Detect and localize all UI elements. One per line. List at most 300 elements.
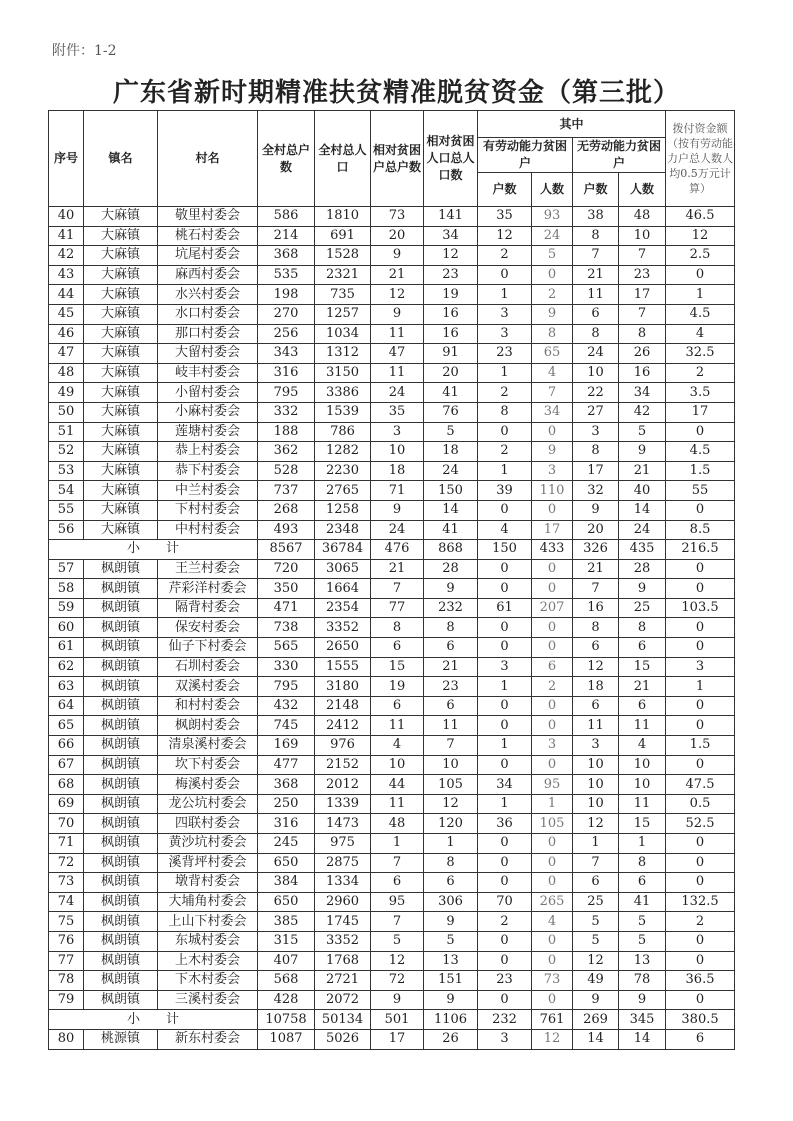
cell-town: 大麻镇 (84, 265, 158, 285)
cell-funds: 0 (666, 696, 735, 716)
cell-np: 9 (619, 442, 666, 462)
cell-np: 24 (619, 520, 666, 540)
cell-seq: 78 (49, 971, 84, 991)
cell-town: 枫朗镇 (84, 814, 158, 834)
table-row (49, 794, 735, 814)
cell-funds: 380.5 (666, 1010, 735, 1030)
cell-nhh: 9 (573, 500, 619, 520)
cell-np: 11 (619, 794, 666, 814)
cell-lp: 17 (532, 520, 573, 540)
cell-lp: 6 (532, 657, 573, 677)
cell-lp: 24 (532, 226, 573, 246)
cell-lp: 34 (532, 402, 573, 422)
cell-lhh: 1 (478, 736, 532, 756)
cell-town: 大麻镇 (84, 383, 158, 403)
cell-pop: 1745 (315, 912, 371, 932)
table-row (49, 265, 735, 285)
cell-seq: 44 (49, 285, 84, 305)
cell-seq: 57 (49, 559, 84, 579)
cell-lp: 0 (532, 638, 573, 658)
cell-nhh: 12 (573, 951, 619, 971)
cell-funds: 3 (666, 657, 735, 677)
cell-hh: 10758 (258, 1010, 315, 1030)
cell-funds: 52.5 (666, 814, 735, 834)
cell-hh: 528 (258, 461, 315, 481)
cell-np: 17 (619, 285, 666, 305)
cell-pop: 2148 (315, 696, 371, 716)
cell-village: 梅溪村委会 (158, 775, 258, 795)
cell-phh: 95 (371, 892, 424, 912)
table-row (49, 775, 735, 795)
table-row (49, 500, 735, 520)
cell-seq: 48 (49, 363, 84, 383)
cell-lhh: 0 (478, 559, 532, 579)
cell-lp: 2 (532, 285, 573, 305)
cell-np: 14 (619, 1029, 666, 1049)
cell-phh: 10 (371, 755, 424, 775)
cell-funds: 0 (666, 755, 735, 775)
cell-funds: 103.5 (666, 598, 735, 618)
cell-pop: 2354 (315, 598, 371, 618)
cell-phh: 4 (371, 736, 424, 756)
cell-hh: 343 (258, 344, 315, 364)
header-funds: 拨付资金额（按有劳动能力户总人数人均0.5万元计算） (666, 111, 735, 207)
cell-pop: 1768 (315, 951, 371, 971)
table-row (49, 618, 735, 638)
cell-funds: 1.5 (666, 461, 735, 481)
cell-funds: 0.5 (666, 794, 735, 814)
cell-lp: 73 (532, 971, 573, 991)
cell-ppop: 23 (424, 265, 478, 285)
cell-lp: 5 (532, 246, 573, 266)
cell-np: 48 (619, 207, 666, 227)
cell-lhh: 0 (478, 618, 532, 638)
cell-lhh: 1 (478, 363, 532, 383)
cell-phh: 24 (371, 520, 424, 540)
cell-np: 11 (619, 716, 666, 736)
cell-lp: 0 (532, 873, 573, 893)
cell-lp: 761 (532, 1010, 573, 1030)
cell-seq: 73 (49, 873, 84, 893)
cell-phh: 15 (371, 657, 424, 677)
cell-phh: 10 (371, 442, 424, 462)
cell-seq: 42 (49, 246, 84, 266)
cell-nhh: 5 (573, 931, 619, 951)
cell-town: 大麻镇 (84, 500, 158, 520)
cell-village: 溪背坪村委会 (158, 853, 258, 873)
cell-funds: 1.5 (666, 736, 735, 756)
cell-pop: 1258 (315, 500, 371, 520)
cell-phh: 21 (371, 265, 424, 285)
cell-nhh: 12 (573, 814, 619, 834)
cell-village: 上木村委会 (158, 951, 258, 971)
cell-ppop: 91 (424, 344, 478, 364)
cell-ppop: 18 (424, 442, 478, 462)
cell-funds: 17 (666, 402, 735, 422)
cell-phh: 73 (371, 207, 424, 227)
cell-nhh: 25 (573, 892, 619, 912)
cell-lhh: 0 (478, 265, 532, 285)
cell-lp: 0 (532, 579, 573, 599)
cell-lp: 0 (532, 422, 573, 442)
cell-pop: 1528 (315, 246, 371, 266)
cell-village: 四联村委会 (158, 814, 258, 834)
cell-pop: 1257 (315, 304, 371, 324)
cell-hh: 245 (258, 834, 315, 854)
cell-hh: 270 (258, 304, 315, 324)
cell-town: 枫朗镇 (84, 931, 158, 951)
cell-pop: 2412 (315, 716, 371, 736)
cell-ppop: 151 (424, 971, 478, 991)
cell-seq: 50 (49, 402, 84, 422)
cell-seq: 77 (49, 951, 84, 971)
cell-funds: 0 (666, 873, 735, 893)
cell-village: 水口村委会 (158, 304, 258, 324)
table-row (49, 285, 735, 305)
cell-village: 小麻村委会 (158, 402, 258, 422)
table-row (49, 579, 735, 599)
cell-np: 5 (619, 931, 666, 951)
table-row (49, 677, 735, 697)
table-row (49, 853, 735, 873)
cell-seq: 71 (49, 834, 84, 854)
table-row (49, 344, 735, 364)
cell-ppop: 5 (424, 422, 478, 442)
cell-pop: 975 (315, 834, 371, 854)
cell-pop: 1539 (315, 402, 371, 422)
attachment-label: 附件：1-2 (52, 43, 117, 59)
table-row (49, 873, 735, 893)
cell-lp: 0 (532, 853, 573, 873)
cell-nhh: 6 (573, 873, 619, 893)
cell-pop: 3150 (315, 363, 371, 383)
cell-np: 8 (619, 618, 666, 638)
cell-seq: 69 (49, 794, 84, 814)
cell-nhh: 20 (573, 520, 619, 540)
cell-seq: 74 (49, 892, 84, 912)
cell-village: 新东村委会 (158, 1029, 258, 1049)
cell-lp: 8 (532, 324, 573, 344)
cell-town: 枫朗镇 (84, 638, 158, 658)
cell-seq: 59 (49, 598, 84, 618)
cell-funds: 0 (666, 990, 735, 1010)
cell-lhh: 150 (478, 540, 532, 560)
cell-nhh: 6 (573, 304, 619, 324)
cell-lp: 4 (532, 912, 573, 932)
cell-seq: 55 (49, 500, 84, 520)
cell-town: 大麻镇 (84, 324, 158, 344)
cell-hh: 330 (258, 657, 315, 677)
cell-np: 78 (619, 971, 666, 991)
cell-ppop: 9 (424, 579, 478, 599)
cell-hh: 477 (258, 755, 315, 775)
table-row (49, 951, 735, 971)
cell-ppop: 16 (424, 324, 478, 344)
table-row (49, 716, 735, 736)
table-row (49, 971, 735, 991)
cell-lhh: 0 (478, 638, 532, 658)
cell-town: 大麻镇 (84, 481, 158, 501)
cell-village: 枫朗村委会 (158, 716, 258, 736)
cell-lhh: 0 (478, 755, 532, 775)
table-row (49, 990, 735, 1010)
cell-nhh: 32 (573, 481, 619, 501)
cell-np: 5 (619, 422, 666, 442)
table-row (49, 246, 735, 266)
cell-pop: 1334 (315, 873, 371, 893)
cell-hh: 214 (258, 226, 315, 246)
cell-np: 435 (619, 540, 666, 560)
cell-town: 枫朗镇 (84, 618, 158, 638)
cell-np: 34 (619, 383, 666, 403)
cell-phh: 72 (371, 971, 424, 991)
cell-pop: 2012 (315, 775, 371, 795)
cell-town: 枫朗镇 (84, 716, 158, 736)
cell-np: 15 (619, 814, 666, 834)
table-row (49, 422, 735, 442)
cell-seq: 52 (49, 442, 84, 462)
cell-nhh: 38 (573, 207, 619, 227)
cell-seq: 47 (49, 344, 84, 364)
cell-hh: 795 (258, 383, 315, 403)
cell-hh: 368 (258, 246, 315, 266)
cell-ppop: 76 (424, 402, 478, 422)
cell-village: 敬里村委会 (158, 207, 258, 227)
cell-nhh: 10 (573, 775, 619, 795)
cell-lhh: 23 (478, 971, 532, 991)
cell-phh: 24 (371, 383, 424, 403)
header-with-labor-persons: 人数 (532, 173, 573, 207)
table-row (49, 363, 735, 383)
header-poor-households: 相对贫困户总户数 (371, 111, 424, 207)
cell-phh: 12 (371, 285, 424, 305)
cell-seq: 63 (49, 677, 84, 697)
cell-ppop: 141 (424, 207, 478, 227)
table-row (49, 736, 735, 756)
cell-lhh: 61 (478, 598, 532, 618)
cell-village: 墩背村委会 (158, 873, 258, 893)
cell-nhh: 8 (573, 324, 619, 344)
cell-seq: 64 (49, 696, 84, 716)
cell-lhh: 23 (478, 344, 532, 364)
cell-pop: 3386 (315, 383, 371, 403)
cell-phh: 3 (371, 422, 424, 442)
cell-seq: 46 (49, 324, 84, 344)
cell-lhh: 1 (478, 285, 532, 305)
funds-table (48, 110, 735, 1050)
cell-np: 6 (619, 873, 666, 893)
cell-hh: 745 (258, 716, 315, 736)
cell-hh: 316 (258, 363, 315, 383)
cell-lhh: 0 (478, 422, 532, 442)
cell-seq: 40 (49, 207, 84, 227)
cell-phh: 7 (371, 579, 424, 599)
cell-pop: 3352 (315, 618, 371, 638)
header-seq: 序号 (49, 111, 84, 207)
cell-lhh: 3 (478, 1029, 532, 1049)
cell-ppop: 12 (424, 794, 478, 814)
cell-lp: 1 (532, 794, 573, 814)
cell-funds: 32.5 (666, 344, 735, 364)
cell-village: 恭下村委会 (158, 461, 258, 481)
cell-town: 枫朗镇 (84, 736, 158, 756)
cell-nhh: 5 (573, 912, 619, 932)
cell-hh: 315 (258, 931, 315, 951)
cell-lp: 0 (532, 696, 573, 716)
page-title: 广东省新时期精准扶贫精准脱贫资金（第三批） (112, 78, 680, 108)
cell-ppop: 41 (424, 383, 478, 403)
header-of-which: 其中 (478, 111, 666, 138)
cell-pop: 2721 (315, 971, 371, 991)
cell-town: 枫朗镇 (84, 892, 158, 912)
cell-seq: 49 (49, 383, 84, 403)
cell-nhh: 24 (573, 344, 619, 364)
cell-lp: 105 (532, 814, 573, 834)
cell-np: 8 (619, 853, 666, 873)
cell-lp: 12 (532, 1029, 573, 1049)
cell-village: 龙公坑村委会 (158, 794, 258, 814)
cell-lhh: 39 (478, 481, 532, 501)
cell-hh: 565 (258, 638, 315, 658)
cell-nhh: 9 (573, 990, 619, 1010)
table-row (49, 696, 735, 716)
cell-town: 枫朗镇 (84, 677, 158, 697)
subtotal-row (49, 1010, 735, 1030)
cell-lhh: 1 (478, 461, 532, 481)
cell-ppop: 7 (424, 736, 478, 756)
table-row (49, 931, 735, 951)
cell-nhh: 8 (573, 618, 619, 638)
cell-nhh: 11 (573, 285, 619, 305)
cell-ppop: 306 (424, 892, 478, 912)
cell-funds: 1 (666, 677, 735, 697)
cell-nhh: 7 (573, 246, 619, 266)
cell-seq: 41 (49, 226, 84, 246)
cell-ppop: 6 (424, 696, 478, 716)
cell-pop: 976 (315, 736, 371, 756)
cell-phh: 6 (371, 696, 424, 716)
cell-village: 清泉溪村委会 (158, 736, 258, 756)
cell-hh: 493 (258, 520, 315, 540)
cell-lhh: 0 (478, 931, 532, 951)
cell-seq: 76 (49, 931, 84, 951)
cell-np: 21 (619, 461, 666, 481)
cell-np: 28 (619, 559, 666, 579)
cell-hh: 8567 (258, 540, 315, 560)
cell-phh: 501 (371, 1010, 424, 1030)
cell-town: 枫朗镇 (84, 598, 158, 618)
cell-np: 10 (619, 775, 666, 795)
cell-lhh: 0 (478, 834, 532, 854)
cell-np: 23 (619, 265, 666, 285)
cell-ppop: 1106 (424, 1010, 478, 1030)
cell-village: 那口村委会 (158, 324, 258, 344)
cell-lhh: 0 (478, 579, 532, 599)
cell-funds: 0 (666, 834, 735, 854)
cell-funds: 0 (666, 853, 735, 873)
cell-lp: 2 (532, 677, 573, 697)
cell-lhh: 8 (478, 402, 532, 422)
table-row (49, 657, 735, 677)
cell-hh: 385 (258, 912, 315, 932)
table-row (49, 1029, 735, 1049)
cell-lhh: 3 (478, 304, 532, 324)
cell-np: 13 (619, 951, 666, 971)
cell-funds: 0 (666, 559, 735, 579)
cell-phh: 9 (371, 304, 424, 324)
cell-ppop: 26 (424, 1029, 478, 1049)
cell-funds: 55 (666, 481, 735, 501)
cell-funds: 216.5 (666, 540, 735, 560)
cell-seq: 70 (49, 814, 84, 834)
cell-nhh: 21 (573, 265, 619, 285)
cell-phh: 44 (371, 775, 424, 795)
cell-nhh: 10 (573, 363, 619, 383)
cell-seq: 65 (49, 716, 84, 736)
cell-lp: 0 (532, 834, 573, 854)
cell-ppop: 120 (424, 814, 478, 834)
cell-ppop: 24 (424, 461, 478, 481)
cell-village: 石圳村委会 (158, 657, 258, 677)
cell-village: 下村村委会 (158, 500, 258, 520)
cell-hh: 362 (258, 442, 315, 462)
header-village: 村名 (158, 111, 258, 207)
cell-nhh: 7 (573, 579, 619, 599)
cell-hh: 428 (258, 990, 315, 1010)
cell-town: 枫朗镇 (84, 657, 158, 677)
cell-town: 枫朗镇 (84, 579, 158, 599)
cell-nhh: 22 (573, 383, 619, 403)
cell-pop: 735 (315, 285, 371, 305)
cell-town: 枫朗镇 (84, 775, 158, 795)
header-total-households: 全村总户数 (258, 111, 315, 207)
cell-funds: 0 (666, 500, 735, 520)
cell-phh: 35 (371, 402, 424, 422)
cell-np: 26 (619, 344, 666, 364)
cell-phh: 71 (371, 481, 424, 501)
cell-lp: 0 (532, 559, 573, 579)
cell-town: 枫朗镇 (84, 755, 158, 775)
cell-pop: 2765 (315, 481, 371, 501)
table-row (49, 481, 735, 501)
cell-np: 7 (619, 304, 666, 324)
cell-town: 大麻镇 (84, 442, 158, 462)
cell-funds: 0 (666, 638, 735, 658)
cell-phh: 11 (371, 716, 424, 736)
cell-nhh: 3 (573, 736, 619, 756)
cell-lhh: 3 (478, 657, 532, 677)
cell-phh: 9 (371, 246, 424, 266)
table-row (49, 520, 735, 540)
subtotal-row (49, 540, 735, 560)
cell-village: 东城村委会 (158, 931, 258, 951)
cell-phh: 17 (371, 1029, 424, 1049)
cell-ppop: 23 (424, 677, 478, 697)
table-row (49, 559, 735, 579)
cell-seq: 66 (49, 736, 84, 756)
cell-seq: 68 (49, 775, 84, 795)
cell-nhh: 1 (573, 834, 619, 854)
cell-seq: 72 (49, 853, 84, 873)
header-without-labor-households: 户数 (573, 173, 619, 207)
cell-village: 三溪村委会 (158, 990, 258, 1010)
cell-pop: 3352 (315, 931, 371, 951)
cell-town: 枫朗镇 (84, 951, 158, 971)
cell-hh: 738 (258, 618, 315, 638)
cell-lp: 0 (532, 265, 573, 285)
cell-nhh: 10 (573, 755, 619, 775)
cell-seq: 58 (49, 579, 84, 599)
